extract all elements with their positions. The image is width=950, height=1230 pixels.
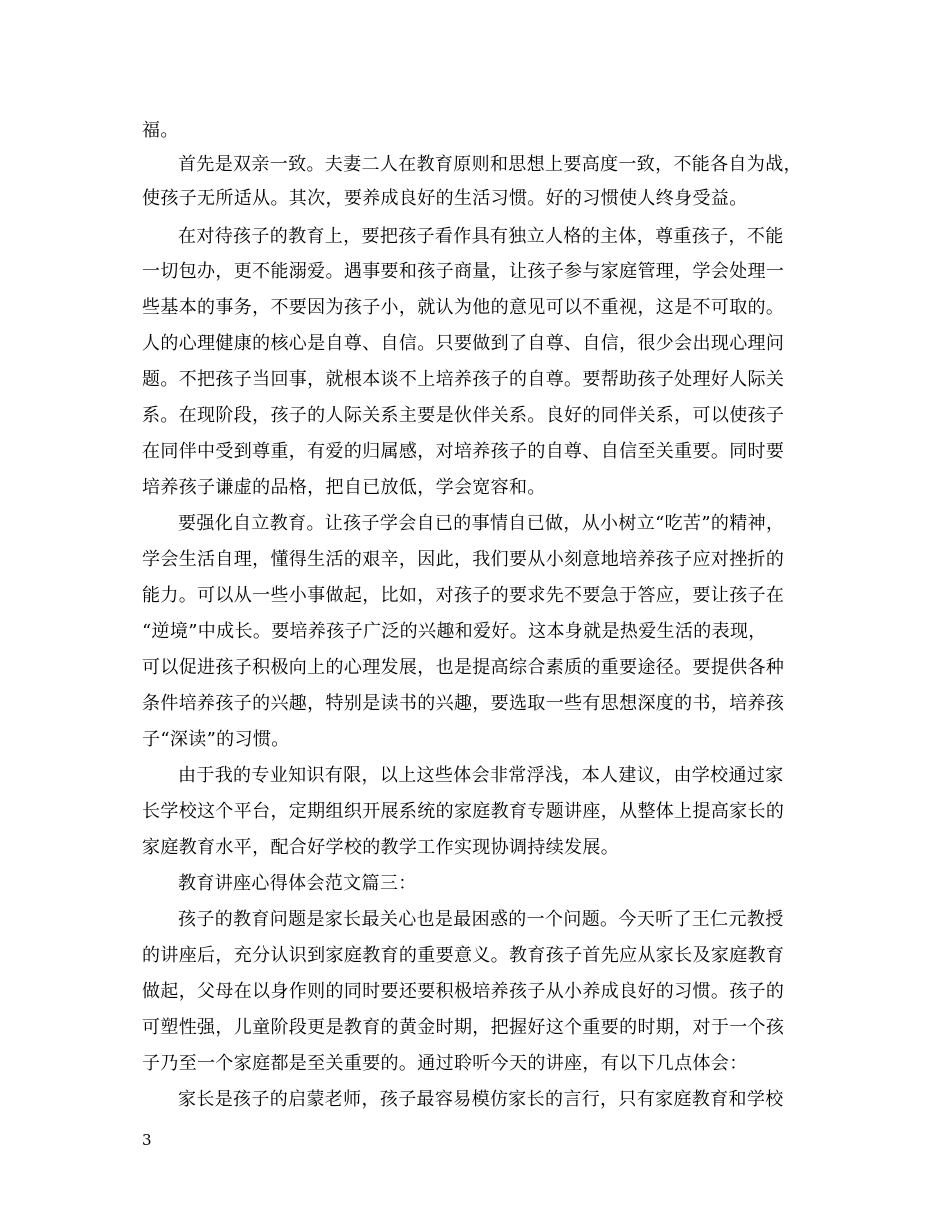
paragraph-start: 在对待孩子的教育上，要把孩子看作具有独立人格的主体，尊重孩子，不能 — [178, 226, 784, 247]
text-line: 做起，父母在以身作则的同时要还要积极培养孩子从小养成良好的习惯。孩子的 — [142, 981, 785, 1002]
text-line: 长学校这个平台，定期组织开展系统的家庭教育专题讲座，从整体上提高家长的 — [142, 801, 785, 822]
page-number: 3 — [142, 1131, 152, 1149]
text-line: 可以促进孩子积极向上的心理发展，也是提高综合素质的重要途径。要提供各种 — [142, 657, 785, 678]
text-line: 的讲座后，充分认识到家庭教育的重要意义。教育孩子首先应从家长及家庭教育 — [142, 945, 785, 966]
section-heading: 教育讲座心得体会范文篇三： — [178, 873, 417, 894]
paragraph-start: 家长是孩子的启蒙老师，孩子最容易模仿家长的言行，只有家庭教育和学校 — [178, 1089, 784, 1110]
text-line: 子“深读”的习惯。 — [142, 729, 290, 750]
text-line: 家庭教育水平，配合好学校的教学工作实现协调持续发展。 — [142, 837, 620, 858]
paragraph-start: 由于我的专业知识有限，以上这些体会非常浮浅，本人建议，由学校通过家 — [178, 765, 784, 786]
text-line: 可塑性强，儿童阶段更是教育的黄金时期，把握好这个重要的时期，对于一个孩 — [142, 1017, 785, 1038]
text-line: 学会生活自理，懂得生活的艰辛，因此，我们要从小刻意地培养孩子应对挫折的 — [142, 549, 785, 570]
paragraph-start: 首先是双亲一致。夫妻二人在教育原则和思想上要高度一致，不能各自为战， — [178, 154, 802, 175]
text-line: 系。在现阶段，孩子的人际关系主要是伙伴关系。良好的同伴关系，可以使孩子 — [142, 405, 785, 426]
text-line: 题。不把孩子当回事，就根本谈不上培养孩子的自尊。要帮助孩子处理好人际关 — [142, 369, 785, 390]
text-line: 些基本的事务，不要因为孩子小，就认为他的意见可以不重视，这是不可取的。 — [142, 297, 785, 318]
text-line: 一切包办，更不能溺爱。遇事要和孩子商量，让孩子参与家庭管理，学会处理一 — [142, 261, 785, 282]
text-line: 在同伴中受到尊重，有爱的归属感，对培养孩子的自尊、自信至关重要。同时要 — [142, 441, 785, 462]
text-line: 能力。可以从一些小事做起，比如，对孩子的要求先不要急于答应，要让孩子在 — [142, 585, 785, 606]
text-line: 子乃至一个家庭都是至关重要的。通过聆听今天的讲座，有以下几点体会： — [142, 1053, 748, 1074]
text-line: 人的心理健康的核心是自尊、自信。只要做到了自尊、自信，很少会出现心理问 — [142, 333, 785, 354]
text-line: 福。 — [142, 120, 179, 141]
paragraph-start: 要强化自立教育。让孩子学会自已的事情自已做，从小树立“吃苦”的精神， — [178, 513, 785, 534]
text-line: 培养孩子谦虚的品格，把自已放低，学会宽容和。 — [142, 477, 546, 498]
paragraph-start: 孩子的教育问题是家长最关心也是最困惑的一个问题。今天听了王仁元教授 — [178, 909, 784, 930]
text-line: 使孩子无所适从。其次，要养成良好的生活习惯。好的习惯使人终身受益。 — [142, 188, 748, 209]
text-line: “逆境”中成长。要培养孩子广泛的兴趣和爱好。这本身就是热爱生活的表现， — [142, 621, 767, 642]
text-line: 条件培养孩子的兴趣，特别是读书的兴趣，要选取一些有思想深度的书，培养孩 — [142, 693, 785, 714]
